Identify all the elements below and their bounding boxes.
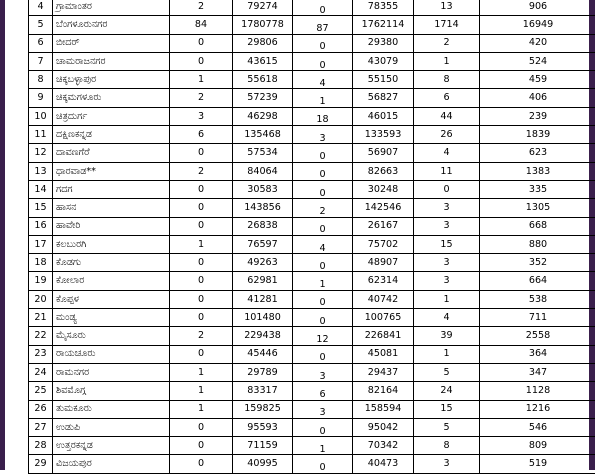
value-cell: 1 bbox=[170, 235, 233, 253]
value-cell: 0 bbox=[170, 418, 233, 436]
value-cell: 78355 bbox=[353, 0, 414, 16]
value-cell: 0 bbox=[293, 0, 353, 16]
value-cell: 15 bbox=[414, 400, 480, 418]
value-cell: 6 bbox=[414, 89, 480, 107]
value-cell: 2 bbox=[414, 34, 480, 52]
value-cell: 1 bbox=[414, 52, 480, 70]
serial-number-cell: 9 bbox=[29, 89, 53, 107]
table-row bbox=[29, 126, 595, 144]
value-cell: 0 bbox=[293, 52, 353, 70]
value-cell: 0 bbox=[293, 217, 353, 235]
value-cell: 57239 bbox=[233, 89, 293, 107]
value-cell: 524 bbox=[480, 52, 595, 70]
value-cell: 29789 bbox=[233, 363, 293, 381]
value-cell: 5 bbox=[414, 363, 480, 381]
value-cell: 1714 bbox=[414, 16, 480, 34]
serial-number-cell: 4 bbox=[29, 0, 53, 16]
value-cell: 158594 bbox=[353, 400, 414, 418]
serial-number-cell: 12 bbox=[29, 144, 53, 162]
district-name-cell: ಉಡುಪಿ bbox=[53, 418, 170, 436]
serial-number-cell: 10 bbox=[29, 107, 53, 125]
value-cell: 0 bbox=[170, 199, 233, 217]
table-row bbox=[29, 16, 595, 34]
value-cell: 2 bbox=[170, 162, 233, 180]
district-cases-table bbox=[28, 0, 595, 474]
district-name-cell: ಚಿಕ್ಕಮಗಳೂರು bbox=[53, 89, 170, 107]
value-cell: 3 bbox=[293, 400, 353, 418]
value-cell: 0 bbox=[293, 144, 353, 162]
serial-number-cell: 28 bbox=[29, 437, 53, 455]
table-row bbox=[29, 107, 595, 125]
table-row bbox=[29, 0, 595, 16]
district-name-cell: ಕೋಲಾರ bbox=[53, 272, 170, 290]
value-cell: 1383 bbox=[480, 162, 595, 180]
value-cell: 101480 bbox=[233, 309, 293, 327]
serial-number-cell: 24 bbox=[29, 363, 53, 381]
serial-number-cell: 21 bbox=[29, 309, 53, 327]
serial-number-cell: 20 bbox=[29, 290, 53, 308]
value-cell: 3 bbox=[414, 217, 480, 235]
value-cell: 0 bbox=[170, 217, 233, 235]
value-cell: 3 bbox=[170, 107, 233, 125]
value-cell: 70342 bbox=[353, 437, 414, 455]
table-row bbox=[29, 418, 595, 436]
value-cell: 809 bbox=[480, 437, 595, 455]
district-name-cell: ಕೊಪ್ಪಳ bbox=[53, 290, 170, 308]
value-cell: 519 bbox=[480, 455, 595, 473]
district-name-cell: ಗ್ರಾಮಾಂತರ bbox=[53, 0, 170, 16]
value-cell: 18 bbox=[293, 107, 353, 125]
district-name-cell: ಬೀದರ್ bbox=[53, 34, 170, 52]
value-cell: 143856 bbox=[233, 199, 293, 217]
district-name-cell: ಧಾರವಾಡ** bbox=[53, 162, 170, 180]
value-cell: 0 bbox=[170, 144, 233, 162]
value-cell: 87 bbox=[293, 16, 353, 34]
value-cell: 1 bbox=[293, 272, 353, 290]
value-cell: 46298 bbox=[233, 107, 293, 125]
value-cell: 0 bbox=[170, 272, 233, 290]
district-name-cell: ಮೈಸೂರು bbox=[53, 327, 170, 345]
value-cell: 55150 bbox=[353, 71, 414, 89]
left-border bbox=[0, 0, 5, 470]
value-cell: 0 bbox=[170, 437, 233, 455]
value-cell: 1 bbox=[293, 89, 353, 107]
value-cell: 159825 bbox=[233, 400, 293, 418]
district-name-cell: ದಕ್ಷಿಣಕನ್ನಡ bbox=[53, 126, 170, 144]
value-cell: 0 bbox=[170, 34, 233, 52]
value-cell: 4 bbox=[414, 144, 480, 162]
value-cell: 546 bbox=[480, 418, 595, 436]
district-name-cell: ರಾಯಚೂರು bbox=[53, 345, 170, 363]
value-cell: 56827 bbox=[353, 89, 414, 107]
district-name-cell: ಚಿತ್ರದುರ್ಗ bbox=[53, 107, 170, 125]
value-cell: 538 bbox=[480, 290, 595, 308]
value-cell: 95593 bbox=[233, 418, 293, 436]
serial-number-cell: 6 bbox=[29, 34, 53, 52]
district-name-cell: ದಾವಣಗೆರೆ bbox=[53, 144, 170, 162]
serial-number-cell: 13 bbox=[29, 162, 53, 180]
value-cell: 3 bbox=[414, 199, 480, 217]
value-cell: 49263 bbox=[233, 254, 293, 272]
value-cell: 0 bbox=[293, 162, 353, 180]
value-cell: 8 bbox=[414, 71, 480, 89]
value-cell: 62981 bbox=[233, 272, 293, 290]
value-cell: 0 bbox=[170, 52, 233, 70]
serial-number-cell: 5 bbox=[29, 16, 53, 34]
value-cell: 29380 bbox=[353, 34, 414, 52]
value-cell: 0 bbox=[293, 180, 353, 198]
value-cell: 24 bbox=[414, 382, 480, 400]
value-cell: 142546 bbox=[353, 199, 414, 217]
value-cell: 229438 bbox=[233, 327, 293, 345]
value-cell: 71159 bbox=[233, 437, 293, 455]
value-cell: 2558 bbox=[480, 327, 595, 345]
value-cell: 4 bbox=[414, 309, 480, 327]
value-cell: 0 bbox=[170, 309, 233, 327]
table-row bbox=[29, 52, 595, 70]
value-cell: 364 bbox=[480, 345, 595, 363]
serial-number-cell: 22 bbox=[29, 327, 53, 345]
value-cell: 0 bbox=[293, 345, 353, 363]
value-cell: 0 bbox=[170, 455, 233, 473]
value-cell: 44 bbox=[414, 107, 480, 125]
serial-number-cell: 17 bbox=[29, 235, 53, 253]
value-cell: 459 bbox=[480, 71, 595, 89]
value-cell: 16949 bbox=[480, 16, 595, 34]
table-row bbox=[29, 455, 595, 473]
serial-number-cell: 27 bbox=[29, 418, 53, 436]
value-cell: 26167 bbox=[353, 217, 414, 235]
value-cell: 347 bbox=[480, 363, 595, 381]
value-cell: 0 bbox=[293, 455, 353, 473]
serial-number-cell: 23 bbox=[29, 345, 53, 363]
table-row bbox=[29, 34, 595, 52]
value-cell: 29806 bbox=[233, 34, 293, 52]
value-cell: 84 bbox=[170, 16, 233, 34]
value-cell: 352 bbox=[480, 254, 595, 272]
value-cell: 30583 bbox=[233, 180, 293, 198]
value-cell: 82164 bbox=[353, 382, 414, 400]
value-cell: 335 bbox=[480, 180, 595, 198]
value-cell: 57534 bbox=[233, 144, 293, 162]
value-cell: 83317 bbox=[233, 382, 293, 400]
district-name-cell: ಕಲಬುರಗಿ bbox=[53, 235, 170, 253]
table-row bbox=[29, 345, 595, 363]
table-row bbox=[29, 180, 595, 198]
value-cell: 0 bbox=[293, 254, 353, 272]
district-name-cell: ವಿಜಯಪುರ bbox=[53, 455, 170, 473]
value-cell: 75702 bbox=[353, 235, 414, 253]
value-cell: 6 bbox=[170, 126, 233, 144]
value-cell: 2 bbox=[293, 199, 353, 217]
table-body bbox=[29, 0, 595, 473]
value-cell: 26838 bbox=[233, 217, 293, 235]
value-cell: 664 bbox=[480, 272, 595, 290]
value-cell: 76597 bbox=[233, 235, 293, 253]
value-cell: 8 bbox=[414, 437, 480, 455]
value-cell: 2 bbox=[170, 327, 233, 345]
value-cell: 0 bbox=[414, 180, 480, 198]
table-row bbox=[29, 235, 595, 253]
district-name-cell: ಚಾಮರಾಜನಗರ bbox=[53, 52, 170, 70]
value-cell: 29437 bbox=[353, 363, 414, 381]
value-cell: 11 bbox=[414, 162, 480, 180]
value-cell: 2 bbox=[170, 89, 233, 107]
value-cell: 48907 bbox=[353, 254, 414, 272]
table-row bbox=[29, 199, 595, 217]
serial-number-cell: 25 bbox=[29, 382, 53, 400]
district-name-cell: ಗದಗ bbox=[53, 180, 170, 198]
value-cell: 406 bbox=[480, 89, 595, 107]
table-row bbox=[29, 254, 595, 272]
value-cell: 0 bbox=[170, 290, 233, 308]
value-cell: 880 bbox=[480, 235, 595, 253]
value-cell: 40995 bbox=[233, 455, 293, 473]
value-cell: 43615 bbox=[233, 52, 293, 70]
district-name-cell: ಹಾವೇರಿ bbox=[53, 217, 170, 235]
district-name-cell: ಹಾಸನ bbox=[53, 199, 170, 217]
value-cell: 82663 bbox=[353, 162, 414, 180]
value-cell: 79274 bbox=[233, 0, 293, 16]
value-cell: 55618 bbox=[233, 71, 293, 89]
serial-number-cell: 18 bbox=[29, 254, 53, 272]
value-cell: 1 bbox=[414, 345, 480, 363]
value-cell: 0 bbox=[293, 34, 353, 52]
district-name-cell: ಚಿಕ್ಕಬಳ್ಳಾಪುರ bbox=[53, 71, 170, 89]
value-cell: 12 bbox=[293, 327, 353, 345]
value-cell: 1762114 bbox=[353, 16, 414, 34]
table-row bbox=[29, 89, 595, 107]
value-cell: 0 bbox=[170, 180, 233, 198]
value-cell: 1 bbox=[170, 382, 233, 400]
value-cell: 84064 bbox=[233, 162, 293, 180]
table-row bbox=[29, 309, 595, 327]
value-cell: 135468 bbox=[233, 126, 293, 144]
serial-number-cell: 29 bbox=[29, 455, 53, 473]
value-cell: 3 bbox=[414, 254, 480, 272]
value-cell: 3 bbox=[293, 126, 353, 144]
value-cell: 239 bbox=[480, 107, 595, 125]
value-cell: 1 bbox=[170, 400, 233, 418]
value-cell: 56907 bbox=[353, 144, 414, 162]
value-cell: 3 bbox=[414, 272, 480, 290]
table-row bbox=[29, 162, 595, 180]
value-cell: 1216 bbox=[480, 400, 595, 418]
district-name-cell: ರಾಮನಗರ bbox=[53, 363, 170, 381]
table-row bbox=[29, 217, 595, 235]
value-cell: 906 bbox=[480, 0, 595, 16]
table-row bbox=[29, 363, 595, 381]
value-cell: 623 bbox=[480, 144, 595, 162]
serial-number-cell: 8 bbox=[29, 71, 53, 89]
serial-number-cell: 19 bbox=[29, 272, 53, 290]
value-cell: 3 bbox=[293, 363, 353, 381]
serial-number-cell: 7 bbox=[29, 52, 53, 70]
value-cell: 40742 bbox=[353, 290, 414, 308]
district-name-cell: ಉತ್ತರಕನ್ನಡ bbox=[53, 437, 170, 455]
district-name-cell: ತುಮಕೂರು bbox=[53, 400, 170, 418]
value-cell: 2 bbox=[170, 0, 233, 16]
value-cell: 1780778 bbox=[233, 16, 293, 34]
value-cell: 46015 bbox=[353, 107, 414, 125]
value-cell: 226841 bbox=[353, 327, 414, 345]
value-cell: 1 bbox=[170, 71, 233, 89]
table-row bbox=[29, 71, 595, 89]
value-cell: 26 bbox=[414, 126, 480, 144]
value-cell: 1 bbox=[293, 437, 353, 455]
value-cell: 41281 bbox=[233, 290, 293, 308]
value-cell: 0 bbox=[293, 309, 353, 327]
value-cell: 711 bbox=[480, 309, 595, 327]
value-cell: 5 bbox=[414, 418, 480, 436]
value-cell: 43079 bbox=[353, 52, 414, 70]
value-cell: 668 bbox=[480, 217, 595, 235]
serial-number-cell: 11 bbox=[29, 126, 53, 144]
value-cell: 1 bbox=[414, 290, 480, 308]
value-cell: 45081 bbox=[353, 345, 414, 363]
value-cell: 40473 bbox=[353, 455, 414, 473]
value-cell: 45446 bbox=[233, 345, 293, 363]
serial-number-cell: 16 bbox=[29, 217, 53, 235]
value-cell: 15 bbox=[414, 235, 480, 253]
table-row bbox=[29, 272, 595, 290]
serial-number-cell: 26 bbox=[29, 400, 53, 418]
value-cell: 62314 bbox=[353, 272, 414, 290]
table-row bbox=[29, 144, 595, 162]
table-row bbox=[29, 290, 595, 308]
value-cell: 0 bbox=[293, 290, 353, 308]
value-cell: 4 bbox=[293, 235, 353, 253]
table-row bbox=[29, 382, 595, 400]
value-cell: 100765 bbox=[353, 309, 414, 327]
table-row bbox=[29, 327, 595, 345]
table-row bbox=[29, 437, 595, 455]
value-cell: 13 bbox=[414, 0, 480, 16]
value-cell: 30248 bbox=[353, 180, 414, 198]
value-cell: 1305 bbox=[480, 199, 595, 217]
value-cell: 0 bbox=[170, 345, 233, 363]
value-cell: 1128 bbox=[480, 382, 595, 400]
value-cell: 4 bbox=[293, 71, 353, 89]
value-cell: 0 bbox=[170, 254, 233, 272]
district-name-cell: ಕೊಡಗು bbox=[53, 254, 170, 272]
serial-number-cell: 14 bbox=[29, 180, 53, 198]
serial-number-cell: 15 bbox=[29, 199, 53, 217]
value-cell: 3 bbox=[414, 455, 480, 473]
value-cell: 95042 bbox=[353, 418, 414, 436]
value-cell: 1839 bbox=[480, 126, 595, 144]
district-name-cell: ಮಂಡ್ಯ bbox=[53, 309, 170, 327]
value-cell: 0 bbox=[293, 418, 353, 436]
district-name-cell: ಶಿವಮೊಗ್ಗ bbox=[53, 382, 170, 400]
value-cell: 39 bbox=[414, 327, 480, 345]
district-name-cell: ಬೆಂಗಳೂರುನಗರ bbox=[53, 16, 170, 34]
value-cell: 6 bbox=[293, 382, 353, 400]
value-cell: 133593 bbox=[353, 126, 414, 144]
value-cell: 420 bbox=[480, 34, 595, 52]
table-row bbox=[29, 400, 595, 418]
value-cell: 1 bbox=[170, 363, 233, 381]
